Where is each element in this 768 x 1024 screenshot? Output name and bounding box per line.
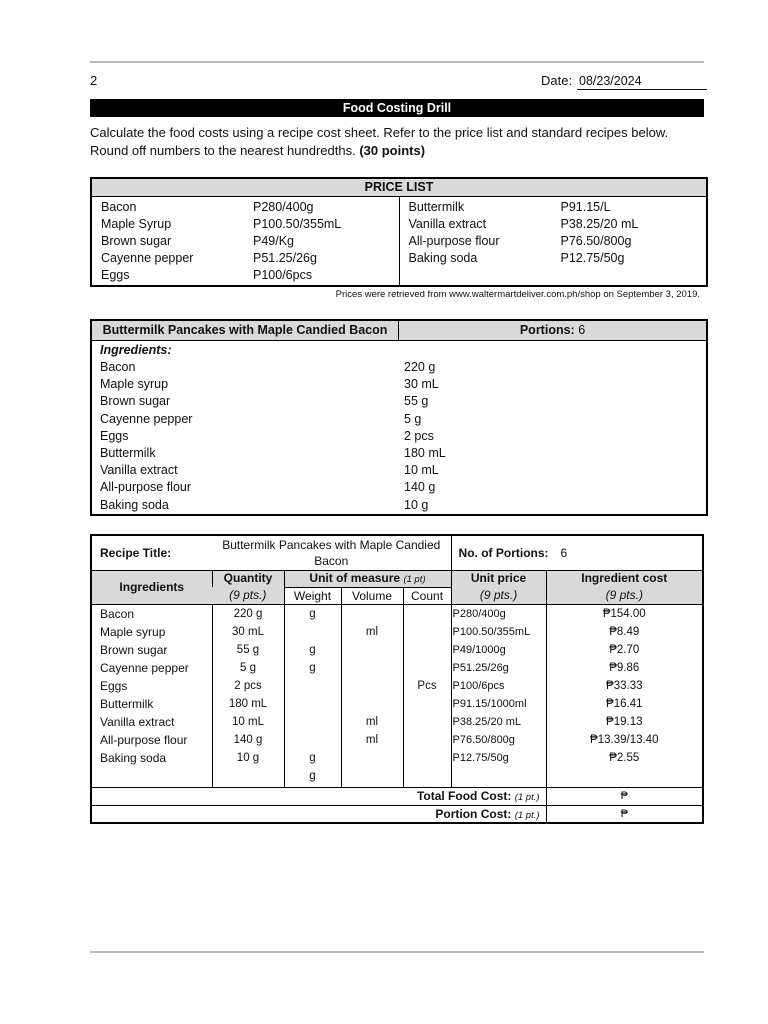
cost-ingredient	[92, 767, 212, 785]
header-unit-price-pts: (9 pts.)	[451, 587, 546, 604]
portions-value: 6	[560, 545, 568, 560]
volume-column	[341, 604, 403, 787]
header-unit-of-measure	[284, 570, 451, 587]
price-list-title: PRICE LIST	[92, 179, 706, 197]
total-food-cost-label-cell	[91, 787, 546, 805]
portion-cost-label: Portion Cost:	[435, 806, 512, 821]
price-source-note: Prices were retrieved from www.waltermartdeliver.com.ph/shop on September 3, 2019.	[335, 289, 700, 300]
cost-unit-price	[452, 767, 546, 785]
cost-ingredient-cost: ₱2.70	[609, 643, 640, 656]
price-row	[92, 216, 399, 233]
recipe-amount: 55 g	[404, 394, 429, 409]
cost-weight: g	[309, 661, 316, 674]
cost-count	[404, 731, 451, 749]
cost-count	[404, 713, 451, 731]
cost-count	[404, 623, 451, 641]
cost-ingredient-cost: ₱2.55	[609, 752, 640, 765]
header-quantity-pts: (9 pts.)	[212, 587, 284, 604]
price-row	[92, 233, 399, 250]
cost-quantity: 220 g	[233, 607, 263, 620]
price-item-value: P49/Kg	[253, 234, 295, 248]
cost-ingredient-cost: ₱13.39/13.40	[590, 734, 659, 747]
recipe-ingredient: Eggs	[100, 428, 129, 443]
recipe-ingredients-label: Ingredients:	[100, 343, 172, 357]
cost-weight	[285, 623, 341, 641]
recipe-ingredient: Brown sugar	[100, 394, 171, 409]
price-item-value: P100.50/355mL	[253, 217, 342, 231]
cost-ingredient: Eggs	[100, 678, 128, 693]
cost-unit-price: P38.25/20 mL	[452, 716, 522, 729]
date-label: Date:	[541, 73, 573, 88]
total-food-cost-label: Total Food Cost:	[416, 789, 512, 803]
recipe-cost-sheet	[90, 534, 704, 824]
price-item-name: Buttermilk	[408, 200, 465, 214]
price-row	[400, 233, 707, 250]
cost-weight	[285, 695, 341, 713]
cost-ingredient-cost	[547, 767, 702, 785]
cost-quantity: 5 g	[240, 661, 256, 674]
cost-weight: g	[309, 752, 316, 765]
price-item-value: P100/6pcs	[253, 268, 313, 282]
price-row	[92, 267, 399, 284]
cost-weight	[285, 731, 341, 749]
recipe-ingredient: Bacon	[100, 360, 136, 374]
price-list-left-column	[92, 197, 399, 285]
cost-ingredient-cost: ₱9.86	[609, 661, 640, 674]
header-unit-of-measure-label: Unit of measure	[309, 570, 401, 585]
cost-quantity	[213, 767, 284, 785]
page-title-banner: Food Costing Drill	[90, 99, 704, 117]
cost-volume	[342, 767, 403, 785]
instructions-points: (30 points)	[359, 143, 426, 158]
recipe-amount: 2 pcs	[404, 428, 434, 443]
date-value: 08/23/2024	[577, 74, 707, 90]
price-item-name: Brown sugar	[101, 234, 172, 248]
cost-unit-price: P76.50/800g	[452, 734, 515, 747]
header-ingredient-cost-pts: (9 pts.)	[546, 587, 703, 604]
recipe-portions-label: Portions:	[519, 323, 575, 337]
price-item-name: Baking soda	[408, 251, 478, 265]
cost-volume	[342, 695, 403, 713]
recipe-ingredient: Maple syrup	[100, 377, 169, 392]
cost-unit-price: P51.25/26g	[452, 661, 509, 674]
cost-unit-price: P100.50/355mL	[452, 625, 531, 638]
portions-cell	[451, 535, 703, 570]
cost-quantity: 10 mL	[232, 716, 264, 729]
portions-label: No. of Portions:	[458, 545, 549, 560]
cost-volume	[342, 677, 403, 695]
recipe-row	[92, 393, 706, 410]
cost-count	[404, 605, 451, 623]
cost-unit-price: P280/400g	[452, 607, 506, 620]
price-item-name: Maple Syrup	[101, 217, 172, 231]
recipe-amount: 5 g	[404, 411, 422, 426]
quantity-column	[212, 604, 284, 787]
cost-volume	[342, 659, 403, 677]
ingredients-column	[91, 604, 212, 787]
cost-ingredient: All-purpose flour	[100, 733, 188, 748]
recipe-row	[92, 411, 706, 428]
instructions-text: Calculate the food costs using a recipe cost sheet. Refer to the price list and standard recipes below. Round off numbers to the nearest hundredths.	[90, 125, 669, 158]
price-item-value: P51.25/26g	[253, 251, 317, 265]
recipe-ingredient: Baking soda	[100, 497, 169, 512]
cost-unit-price: P91.15/1000ml	[452, 697, 527, 710]
cost-ingredient: Brown sugar	[100, 642, 168, 657]
price-row	[400, 250, 707, 267]
recipe-ingredient: Buttermilk	[100, 445, 156, 460]
cost-ingredient: Baking soda	[100, 751, 167, 766]
price-item-value: P91.15/L	[560, 200, 611, 214]
portion-cost-value: ₱	[546, 805, 703, 823]
cost-weight: g	[309, 607, 316, 620]
header-unit-of-measure-pts: (1 pt)	[403, 573, 426, 585]
price-item-name: Bacon	[101, 200, 137, 214]
cost-quantity: 30 mL	[232, 625, 264, 638]
recipe-row	[92, 445, 706, 462]
price-row	[400, 199, 707, 216]
price-item-name: Cayenne pepper	[101, 251, 194, 265]
cost-ingredient: Bacon	[100, 606, 135, 621]
cost-ingredient-cost: ₱8.49	[609, 625, 640, 638]
cost-volume	[342, 641, 403, 659]
header-ingredients: Ingredients	[91, 570, 212, 604]
cost-ingredient: Maple syrup	[100, 624, 166, 639]
recipe-row	[92, 479, 706, 496]
header-count: Count	[403, 587, 451, 604]
recipe-amount: 220 g	[404, 360, 436, 374]
page-number: 2	[90, 73, 98, 88]
price-row	[400, 216, 707, 233]
price-list-right-column	[399, 197, 707, 285]
cost-volume: ml	[365, 734, 379, 747]
cost-unit-price: P49/1000g	[452, 643, 506, 656]
cost-weight	[285, 677, 341, 695]
price-item-value: P280/400g	[253, 200, 314, 214]
price-item-value: P38.25/20 mL	[560, 217, 639, 231]
cost-ingredient: Buttermilk	[100, 696, 154, 711]
unit-price-column	[451, 604, 546, 787]
cost-quantity: 55 g	[236, 643, 260, 656]
cost-volume	[342, 605, 403, 623]
cost-count	[404, 641, 451, 659]
count-column	[403, 604, 451, 787]
cost-count: Pcs	[417, 679, 437, 692]
recipe-row	[92, 376, 706, 393]
cost-count	[404, 659, 451, 677]
recipe-amount: 10 g	[404, 497, 429, 512]
portion-cost-label-cell	[91, 805, 546, 823]
price-item-name: All-purpose flour	[408, 234, 500, 248]
cost-volume: ml	[365, 716, 379, 729]
cost-count	[404, 749, 451, 767]
recipe-ingredient: Vanilla extract	[100, 463, 178, 478]
cost-volume	[342, 749, 403, 767]
price-list-table	[90, 177, 708, 287]
total-food-cost-value: ₱	[546, 787, 703, 805]
recipe-amount: 30 mL	[404, 377, 439, 392]
cost-volume: ml	[365, 625, 379, 638]
cost-quantity: 180 mL	[228, 697, 268, 710]
cost-ingredient: Cayenne pepper	[100, 660, 189, 675]
price-row	[92, 199, 399, 216]
recipe-ingredient: Cayenne pepper	[100, 411, 193, 426]
cost-count	[404, 695, 451, 713]
cost-ingredient: Vanilla extract	[100, 715, 175, 730]
cost-unit-price: P100/6pcs	[452, 679, 505, 692]
instructions	[90, 124, 704, 160]
portion-cost-pts: (1 pt.)	[514, 809, 540, 821]
cost-weight: g	[309, 643, 316, 656]
recipe-row	[92, 359, 706, 376]
recipe-portions	[399, 321, 706, 340]
recipe-amount: 180 mL	[404, 445, 446, 460]
cost-ingredient-cost: ₱33.33	[606, 679, 643, 692]
price-item-name: Vanilla extract	[408, 217, 487, 231]
recipe-amount: 10 mL	[404, 463, 439, 478]
cost-quantity: 2 pcs	[234, 679, 262, 692]
recipe-title-label: Recipe Title:	[91, 535, 212, 570]
recipe-ingredient: All-purpose flour	[100, 480, 192, 495]
footer-rule	[90, 951, 704, 953]
recipe-title-value: Buttermilk Pancakes with Maple Candied Bacon	[212, 535, 451, 570]
cost-unit-price: P12.75/50g	[452, 752, 509, 765]
standard-recipe-table	[90, 319, 708, 516]
recipe-amount: 140 g	[404, 480, 436, 495]
header-volume: Volume	[341, 587, 403, 604]
header-quantity: Quantity	[212, 570, 284, 587]
header-rule	[90, 61, 704, 63]
cost-ingredient-cost: ₱16.41	[606, 697, 643, 710]
cost-weight	[285, 713, 341, 731]
cost-ingredient-cost: ₱154.00	[602, 607, 646, 620]
price-item-value: P76.50/800g	[560, 234, 632, 248]
total-food-cost-pts: (1 pt.)	[514, 792, 540, 803]
cost-weight: g	[309, 770, 316, 783]
recipe-row	[92, 462, 706, 479]
header-ingredient-cost: Ingredient cost	[546, 570, 703, 587]
header-weight: Weight	[284, 587, 341, 604]
cost-count	[404, 767, 451, 785]
recipe-row	[92, 497, 706, 514]
ingredient-cost-column	[546, 604, 703, 787]
recipe-title: Buttermilk Pancakes with Maple Candied Bacon	[92, 321, 399, 340]
cost-quantity: 10 g	[236, 752, 260, 765]
cost-quantity: 140 g	[233, 734, 263, 747]
price-row	[92, 250, 399, 267]
header-unit-price: Unit price	[451, 570, 546, 587]
cost-ingredient-cost: ₱19.13	[606, 716, 643, 729]
recipe-row	[92, 428, 706, 445]
price-item-name: Eggs	[101, 268, 130, 282]
weight-column	[284, 604, 341, 787]
price-item-value: P12.75/50g	[560, 251, 625, 265]
recipe-portions-value: 6	[578, 323, 586, 337]
